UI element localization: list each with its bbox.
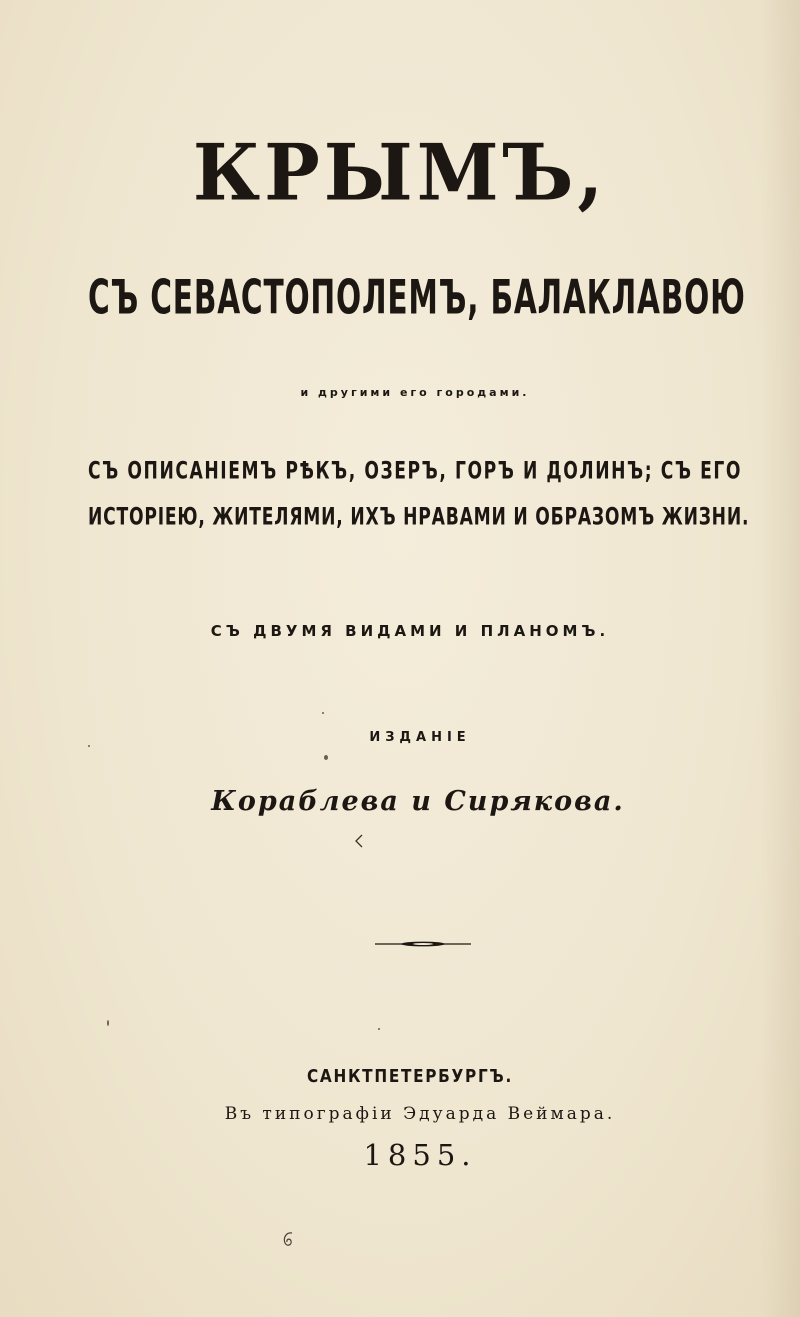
ornamental-divider bbox=[375, 941, 471, 947]
book-subtitle: СЪ СЕВАСТОПОЛЕМЪ, БАЛАКЛАВОЮ bbox=[88, 269, 746, 325]
ink-speck bbox=[378, 1028, 380, 1030]
ink-speck bbox=[324, 755, 328, 760]
edition-label: ИЗДАНІЕ bbox=[369, 730, 471, 745]
cities-line: и другими его городами. bbox=[300, 386, 530, 399]
publishers-line: Кораблева и Сирякова. bbox=[211, 786, 625, 817]
description-line-1: СЪ ОПИСАНІЕМЪ РѢКЪ, ОЗЕРЪ, ГОРЪ И ДОЛИНЪ; СЪ ЕГО bbox=[88, 457, 742, 486]
description-line-2: ИСТОРІЕЮ, ЖИТЕЛЯМИ, ИХЪ НРАВАМИ И ОБРАЗОМЪ ЖИЗНИ. bbox=[88, 503, 750, 532]
pencil-mark bbox=[354, 834, 364, 848]
printer-line: Въ типографіи Эдуарда Веймара. bbox=[224, 1104, 616, 1124]
views-line: СЪ ДВУМЯ ВИДАМИ И ПЛАНОМЪ. bbox=[210, 622, 610, 640]
book-title: КРЫМЪ, bbox=[192, 127, 608, 219]
ink-speck bbox=[88, 745, 90, 747]
year-line: 1855. bbox=[363, 1138, 477, 1172]
city-line: САНКТПЕТЕРБУРГЪ. bbox=[307, 1066, 513, 1087]
ink-speck bbox=[322, 712, 324, 714]
ink-speck bbox=[107, 1020, 109, 1026]
pencil-mark bbox=[280, 1230, 296, 1248]
